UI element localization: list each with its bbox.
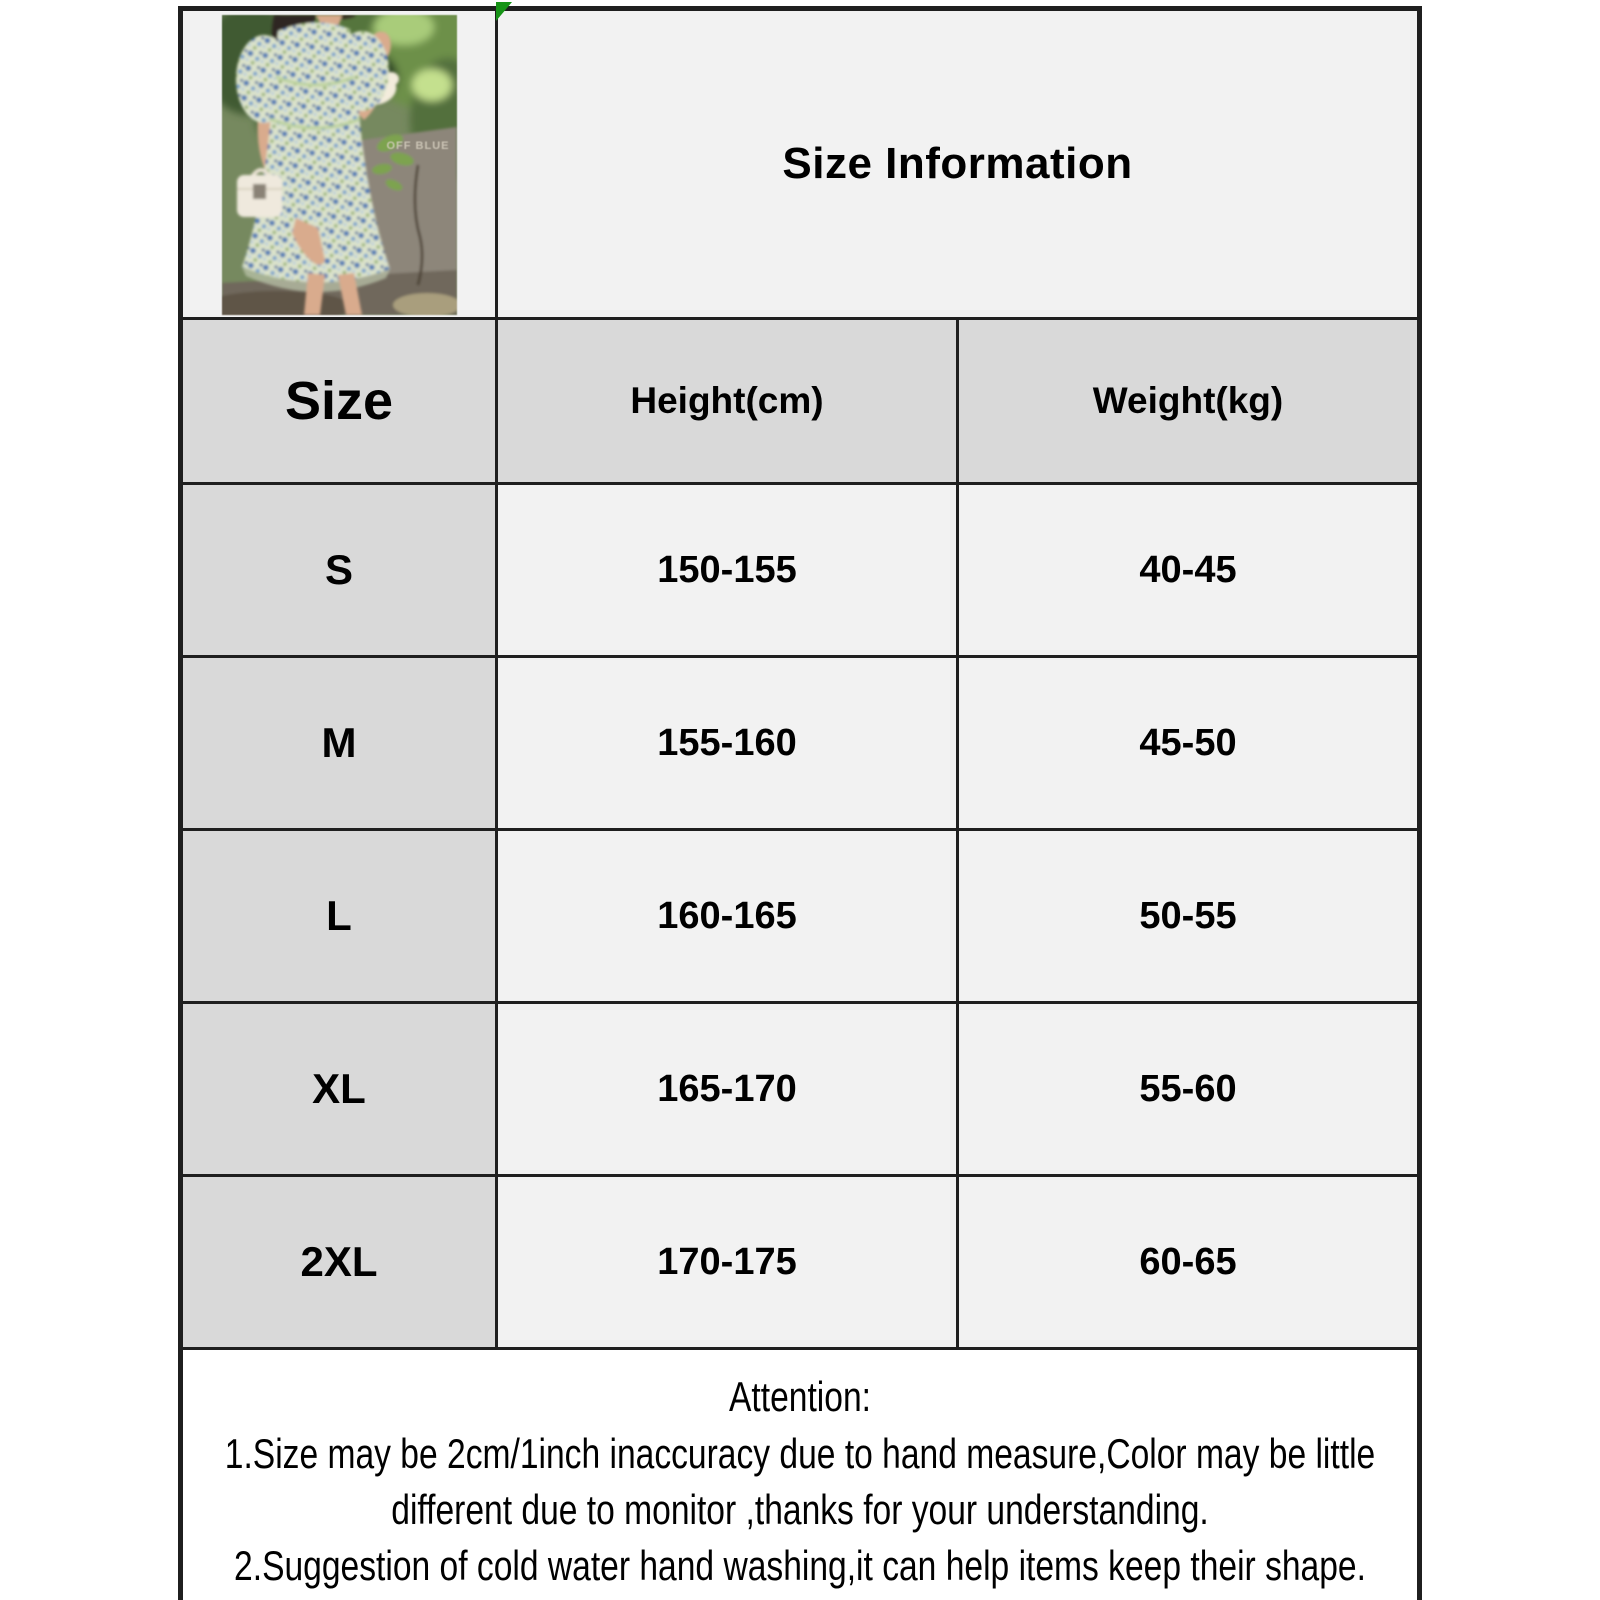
attention-note-1: 1.Size may be 2cm/1inch inaccuracy due to hand measure,Color may be little different due to monitor ,thanks for your understanding.: [224, 1429, 1376, 1533]
size-cell: 2XL: [182, 1176, 497, 1349]
attention-cell: [182, 1349, 1419, 1600]
wall-text: OFF BLUE: [386, 140, 449, 152]
table-row-2xl: [182, 1176, 1419, 1349]
table-row-s: [182, 484, 1419, 657]
weight-cell: 40-45: [958, 484, 1419, 657]
product-photo: [222, 15, 457, 315]
height-cell: 150-155: [497, 484, 958, 657]
column-header-weight: Weight(kg): [958, 319, 1419, 484]
page-title: Size Information: [782, 139, 1133, 188]
attention-note-2: 2.Suggestion of cold water hand washing,it can help items keep their shape.: [234, 1542, 1366, 1590]
size-cell: L: [182, 830, 497, 1003]
title-cell: [497, 10, 1419, 319]
product-photo-cell: [182, 10, 497, 319]
table-row-l: [182, 830, 1419, 1003]
column-header-height: Height(cm): [497, 319, 958, 484]
column-header-size: Size: [182, 319, 497, 484]
height-cell: 165-170: [497, 1003, 958, 1176]
height-cell: 155-160: [497, 657, 958, 830]
header-row: [182, 319, 1419, 484]
white-handbag: [237, 170, 282, 217]
weight-cell: 50-55: [958, 830, 1419, 1003]
weight-cell: 60-65: [958, 1176, 1419, 1349]
size-table: [180, 8, 1420, 1600]
green-corner-marker: [496, 2, 512, 21]
table-row-xl: [182, 1003, 1419, 1176]
size-cell: M: [182, 657, 497, 830]
top-row: [182, 10, 1419, 319]
attention-heading: Attention:: [729, 1373, 871, 1421]
weight-cell: 55-60: [958, 1003, 1419, 1176]
attention-row: [182, 1349, 1419, 1600]
size-chart-sheet: [178, 6, 1422, 1600]
height-cell: 160-165: [497, 830, 958, 1003]
height-cell: 170-175: [497, 1176, 958, 1349]
weight-cell: 45-50: [958, 657, 1419, 830]
size-cell: XL: [182, 1003, 497, 1176]
attention-text-block: [183, 1369, 1417, 1594]
size-cell: S: [182, 484, 497, 657]
table-row-m: [182, 657, 1419, 830]
